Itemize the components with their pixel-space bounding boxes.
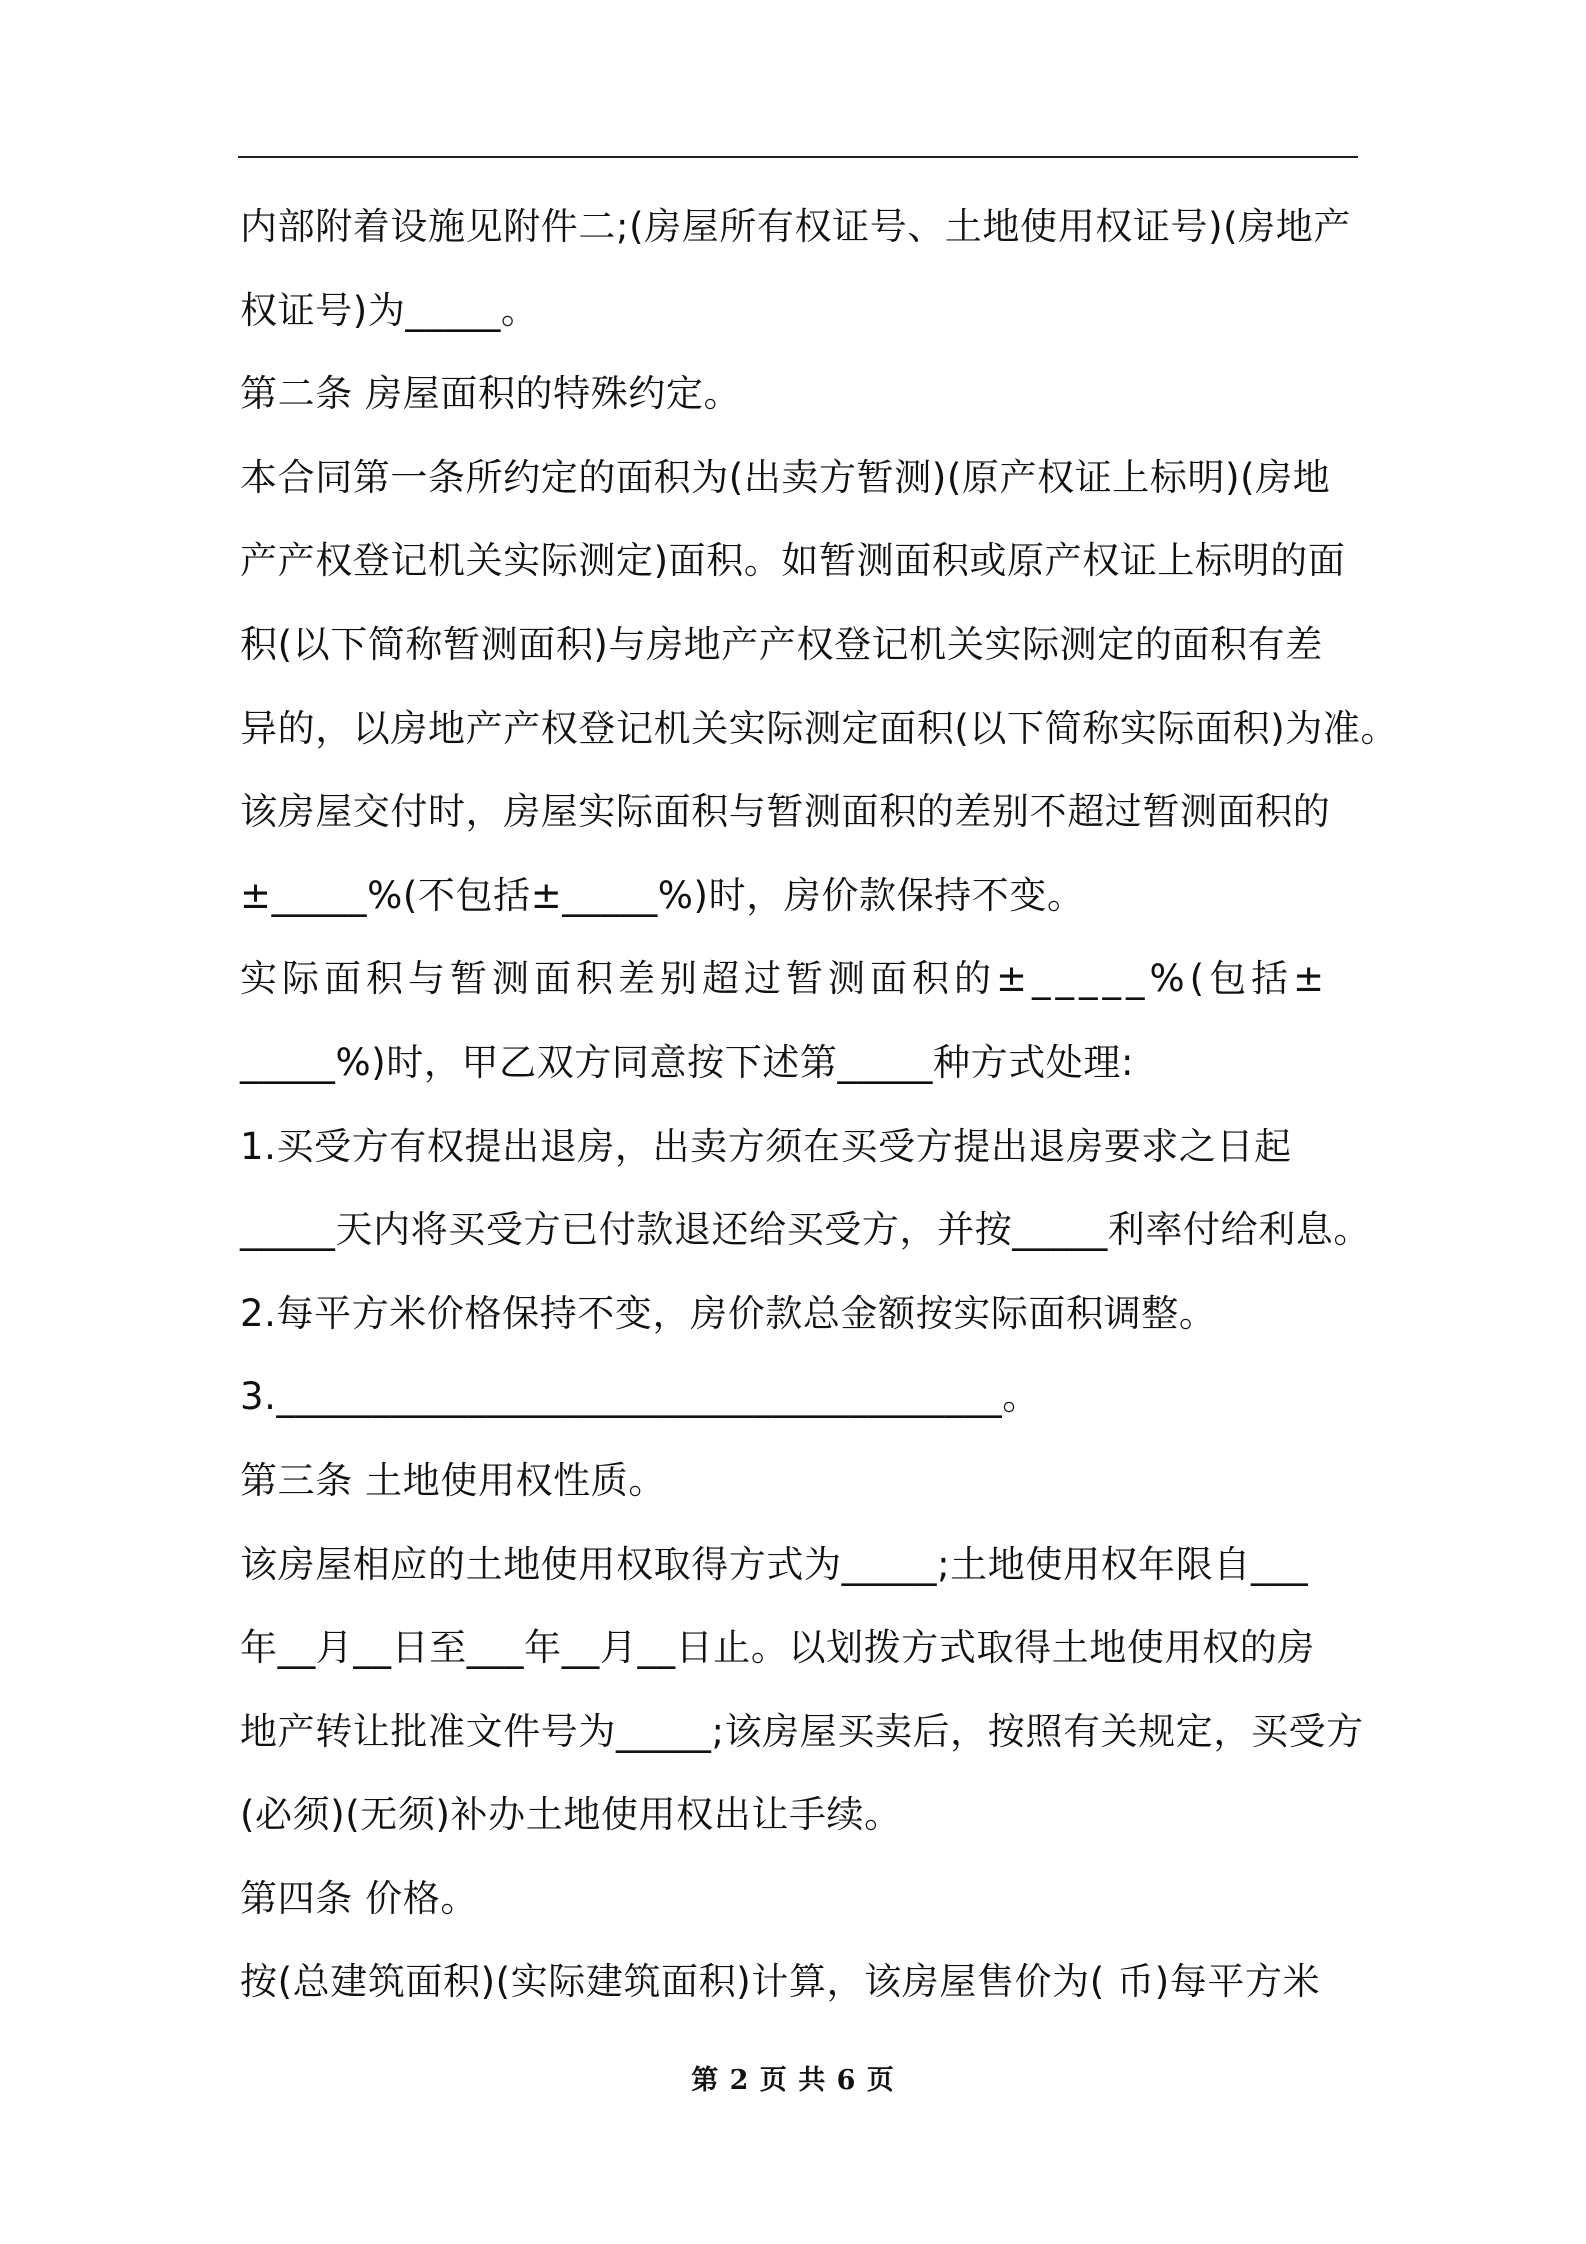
text-line: 产产权登记机关实际测定)面积。如暂测面积或原产权证上标明的面 [240,539,1346,583]
text-line: 实际面积与暂测面积差别超过暂测面积的±_____%(包括± [240,957,1330,1001]
text-line: _____天内将买受方已付款退还给买受方，并按_____利率付给利息。 [240,1208,1371,1252]
list-item: 2.每平方米价格保持不变，房价款总金额按实际面积调整。 [240,1291,1217,1335]
text-line: 该房屋相应的土地使用权取得方式为_____;土地使用权年限自___ [240,1542,1309,1586]
page-number-footer: 第 2 页 共 6 页 [691,2065,895,2096]
text-line: 异的，以房地产产权登记机关实际测定面积(以下简称实际面积)为准。 [240,706,1399,750]
text-line: (必须)(无须)补办土地使用权出让手续。 [240,1793,902,1837]
text-line: 积(以下简称暂测面积)与房地产产权登记机关实际测定的面积有差 [240,622,1323,666]
text-line: 权证号)为_____。 [240,288,539,332]
text-line: 按(总建筑面积)(实际建筑面积)计算，该房屋售价为( 币)每平方米 [240,1960,1321,2004]
list-item: 3.______________________________________。 [240,1375,1040,1419]
article-heading: 第二条 房屋面积的特殊约定。 [240,372,742,416]
text-line: 地产转让批准文件号为_____;该房屋买卖后，按照有关规定，买受方 [240,1709,1364,1753]
article-heading: 第四条 价格。 [240,1876,478,1920]
list-item: 1.买受方有权提出退房，出卖方须在买受方提出退房要求之日起 [240,1124,1292,1168]
text-line: 内部附着设施见附件二;(房屋所有权证号、土地使用权证号)(房地产 [240,205,1351,248]
header-rule [238,156,1358,158]
document-body [240,197,1399,2036]
text-line: ±_____%(不包括±_____%)时，房价款保持不变。 [240,873,1085,917]
article-heading: 第三条 土地使用权性质。 [240,1458,666,1502]
text-line: 该房屋交付时，房屋实际面积与暂测面积的差别不超过暂测面积的 [240,790,1331,834]
text-line: 年__月__日至___年__月__日止。以划拨方式取得土地使用权的房 [240,1626,1315,1670]
text-line: 本合同第一条所约定的面积为(出卖方暂测)(原产权证上标明)(房地 [240,455,1331,499]
text-line: _____%)时，甲乙双方同意按下述第_____种方式处理: [240,1040,1135,1084]
